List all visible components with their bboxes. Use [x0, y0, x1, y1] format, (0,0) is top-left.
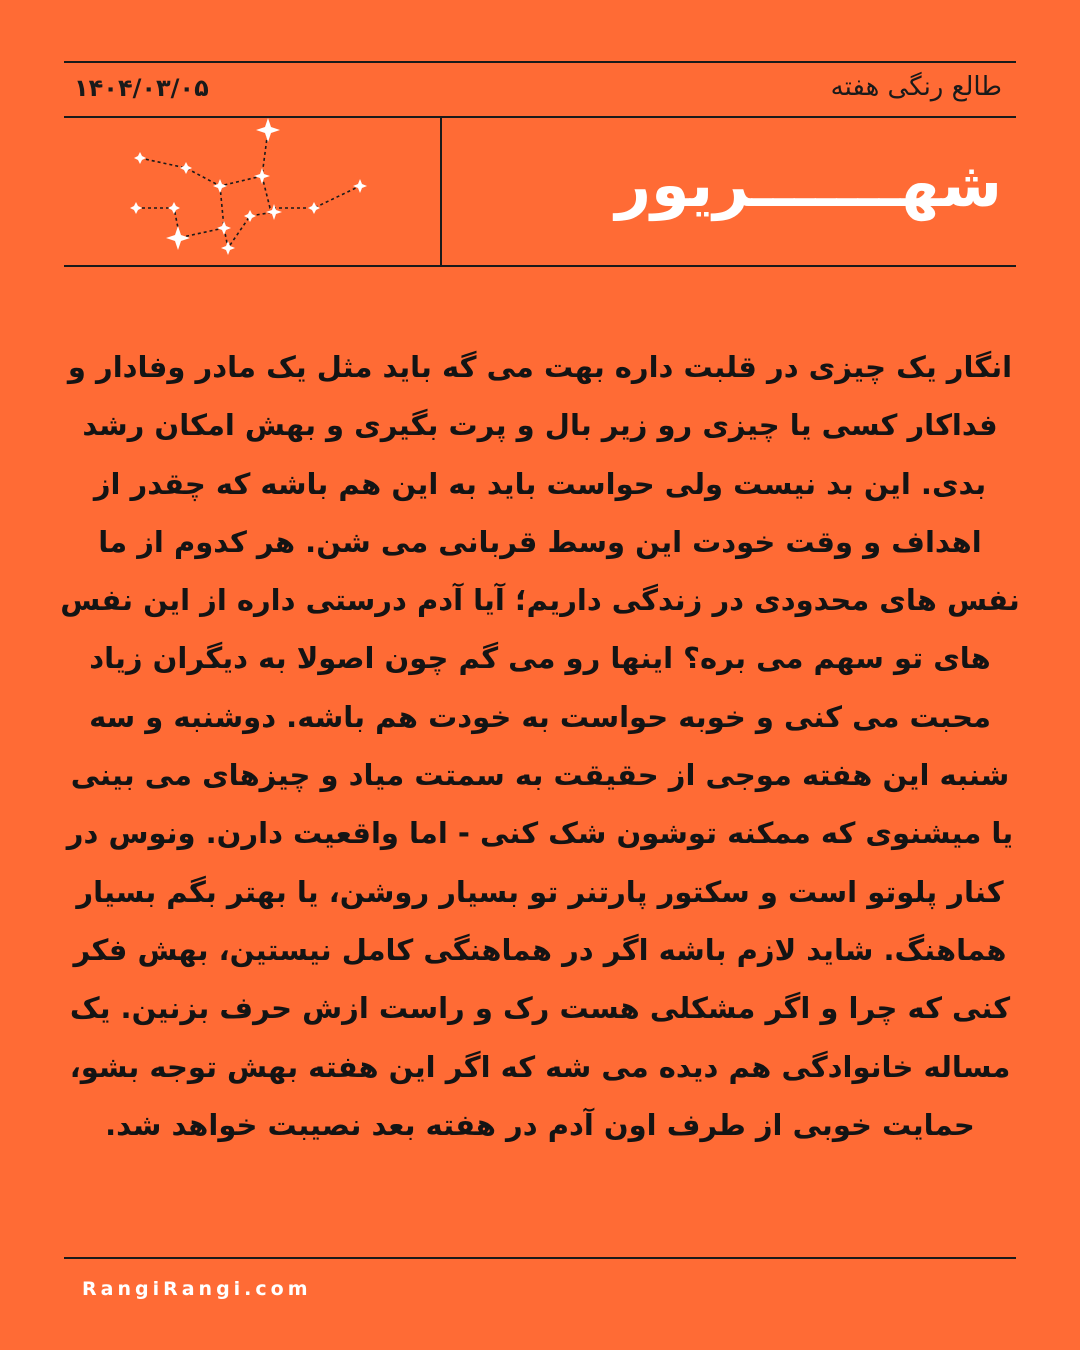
star-icon — [180, 162, 192, 174]
star-icon — [213, 179, 227, 193]
star-icon — [353, 179, 367, 193]
horoscope-text: انگار یک چیزی در قلبت داره بهت می گه باید مثل یک مادر وفادار و فداکار کسی یا چیزی رو زیر بال و پرت بگیری و بهش امکان رشد بدی. این بد نیست ولی حواست باید به این هم باشه که چقدر از اهداف و وقت خودت این وسط قربانی می شن. هر کدوم از ما نفس های محدودی در زندگی داریم؛ آیا آدم درستی داره از این نفس های تو سهم می بره؟ اینها رو می گم چون اصولا به دیگران زیاد محبت می کنی و خوبه حواست به خودت هم باشه. دوشنبه و سه شنبه این هفته موجی از حقیقت به سمتت میاد و چیزهای می بینی یا میشنوی که ممکنه توشون شک کنی - اما واقعیت دارن. ونوس در کنار پلوتو است و سکتور پارتنر تو بسیار روشن، یا بهتر بگم بسیار هماهنگ. شاید لازم باشه اگر در هماهنگی کامل نیستین، بهش فکر کنی که چرا و اگر مشکلی هست رک و راست ازش حرف بزنین. یک مساله خانوادگی هم دیده می شه که اگر این هفته بهش توجه بشو، حمایت خوبی از طرف اون آدم در هفته بعد نصیبت خواهد شد. — [60, 350, 1020, 1142]
constellation-lines — [136, 130, 360, 248]
site-title: طالع رنگی هفته — [830, 72, 1002, 102]
date-label: ۱۴۰۴/۰۳/۰۵ — [74, 74, 209, 102]
star-icon — [308, 202, 320, 214]
sign-title: شهـــــــریور — [615, 148, 1002, 221]
constellation-stars — [130, 118, 367, 255]
virgo-constellation-icon — [120, 112, 380, 262]
star-icon — [130, 202, 142, 214]
star-icon — [134, 152, 146, 164]
star-icon — [254, 168, 270, 184]
title-column-divider — [440, 117, 442, 266]
star-icon — [166, 226, 190, 250]
star-icon — [256, 118, 280, 142]
star-icon — [244, 210, 256, 222]
star-icon — [168, 202, 180, 214]
title-divider — [64, 265, 1016, 267]
footer-website: RangiRangi.com — [82, 1278, 312, 1300]
star-icon — [217, 221, 231, 235]
top-divider — [64, 61, 1016, 63]
footer-divider — [64, 1257, 1016, 1259]
star-icon — [266, 204, 282, 220]
star-icon — [221, 241, 235, 255]
